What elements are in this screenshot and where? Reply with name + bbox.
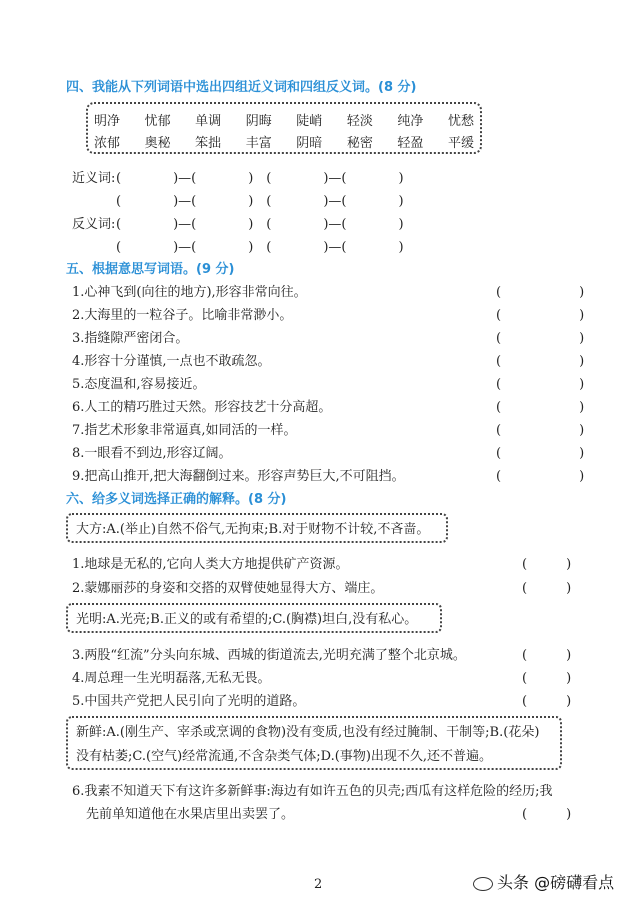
- word-box: [86, 102, 482, 154]
- answer-blank[interactable]: ( ): [522, 557, 572, 572]
- answer-blank[interactable]: ( ): [522, 581, 572, 596]
- answer-blank[interactable]: ( ): [496, 446, 585, 461]
- definition-text: 新鲜:A.(刚生产、宰杀或烹调的食物)没有变质,也没有经过腌制、干制等;B.(花朵): [76, 725, 540, 740]
- word: 陡峭: [296, 114, 323, 129]
- question-item: 2.大海里的一粒谷子。比喻非常渺小。: [72, 308, 293, 323]
- answer-blank[interactable]: ( ): [496, 423, 585, 438]
- word: 明净: [94, 114, 121, 129]
- question-item: 8.一眼看不到边,形容辽阔。: [72, 446, 232, 461]
- answer-blank[interactable]: ( ): [522, 648, 572, 663]
- answer-blank[interactable]: ( ): [522, 807, 572, 822]
- question-item: 3.两股“红流”分头向东城、西城的街道流去,光明充满了整个北京城。: [72, 648, 466, 663]
- question-item: 4.形容十分谨慎,一点也不敢疏忽。: [72, 354, 271, 369]
- question-item-cont: 先前单知道他在水果店里出卖罢了。: [86, 807, 295, 822]
- definition-box-guangming: [66, 603, 442, 633]
- word: 平缓: [447, 136, 474, 151]
- question-item: 6.人工的精巧胜过天然。形容技艺十分高超。: [72, 400, 332, 415]
- word: 笨拙: [195, 136, 222, 151]
- chat-bubble-icon: [473, 877, 493, 891]
- section5-title: 五、根据意思写词语。(9 分): [66, 262, 235, 277]
- word: 纯净: [397, 114, 424, 129]
- section4-title: 四、我能从下列词语中选出四组近义词和四组反义词。(8 分): [66, 80, 417, 95]
- question-item: 6.我素不知道天下有这许多新鲜事:海边有如许五色的贝壳;西瓜有这样危险的经历;我: [72, 784, 553, 799]
- answer-blank[interactable]: ( ): [496, 400, 585, 415]
- word-row-1: [88, 110, 480, 129]
- answer-blank[interactable]: ( ): [496, 308, 585, 323]
- word: 浓郁: [94, 136, 121, 151]
- question-item: 1.心神飞到(向往的地方),形容非常向往。: [72, 285, 307, 300]
- question-item: 5.态度温和,容易接近。: [72, 377, 206, 392]
- answer-blank[interactable]: ( ): [522, 671, 572, 686]
- question-item: 3.指缝隙严密闭合。: [72, 331, 189, 346]
- question-item: 5.中国共产党把人民引向了光明的道路。: [72, 694, 306, 709]
- word: 轻盈: [397, 136, 424, 151]
- definition-text: 光明:A.光亮;B.正义的或有希望的;C.(胸襟)坦白,没有私心。: [76, 612, 418, 627]
- word: 轻淡: [346, 114, 373, 129]
- word-row-2: [88, 132, 480, 151]
- answer-blank[interactable]: ( ): [496, 469, 585, 484]
- word: 丰富: [245, 136, 272, 151]
- definition-box-dafang: [66, 513, 448, 543]
- synonym-label: 近义词:: [72, 171, 116, 186]
- word: 秘密: [346, 136, 373, 151]
- answer-blank[interactable]: ( ): [496, 285, 585, 300]
- question-item: 1.地球是无私的,它向人类大方地提供矿产资源。: [72, 557, 349, 572]
- answer-blank[interactable]: ( ): [496, 331, 585, 346]
- question-item: 2.蒙娜丽莎的身姿和交搭的双臂使她显得大方、端庄。: [72, 581, 384, 596]
- watermark: [473, 870, 614, 893]
- page-number: 2: [314, 877, 323, 892]
- antonym-label: 反义词:: [72, 217, 116, 232]
- question-item: 7.指艺术形象非常逼真,如同活的一样。: [72, 423, 297, 438]
- answer-blank[interactable]: ( ): [496, 377, 585, 392]
- definition-text: 大方:A.(举止)自然不俗气,无拘束;B.对于财物不计较,不吝啬。: [76, 522, 430, 537]
- definition-text: 没有枯萎;C.(空气)经常流通,不含杂类气体;D.(事物)出现不久,还不普遍。: [76, 749, 493, 764]
- watermark-text: 头条 @磅礴看点: [497, 873, 615, 892]
- antonym-pair-1[interactable]: ( )—( ) ( )—( ): [116, 217, 404, 232]
- synonym-pair-2[interactable]: ( )—( ) ( )—( ): [116, 194, 404, 209]
- definition-box-xinxian: [66, 716, 562, 770]
- answer-blank[interactable]: ( ): [496, 354, 585, 369]
- section6-title: 六、给多义词选择正确的解释。(8 分): [66, 492, 287, 507]
- word: 阴暗: [296, 136, 323, 151]
- answer-blank[interactable]: ( ): [522, 694, 572, 709]
- question-item: 4.周总理一生光明磊落,无私无畏。: [72, 671, 271, 686]
- word: 阴晦: [245, 114, 272, 129]
- synonym-pair-1[interactable]: ( )—( ) ( )—( ): [116, 171, 404, 186]
- word: 忧郁: [144, 114, 171, 129]
- question-item: 9.把高山推开,把大海翻倒过来。形容声势巨大,不可阻挡。: [72, 469, 405, 484]
- word: 单调: [195, 114, 222, 129]
- word: 奥秘: [144, 136, 171, 151]
- antonym-pair-2[interactable]: ( )—( ) ( )—( ): [116, 240, 404, 255]
- word: 忧愁: [447, 114, 474, 129]
